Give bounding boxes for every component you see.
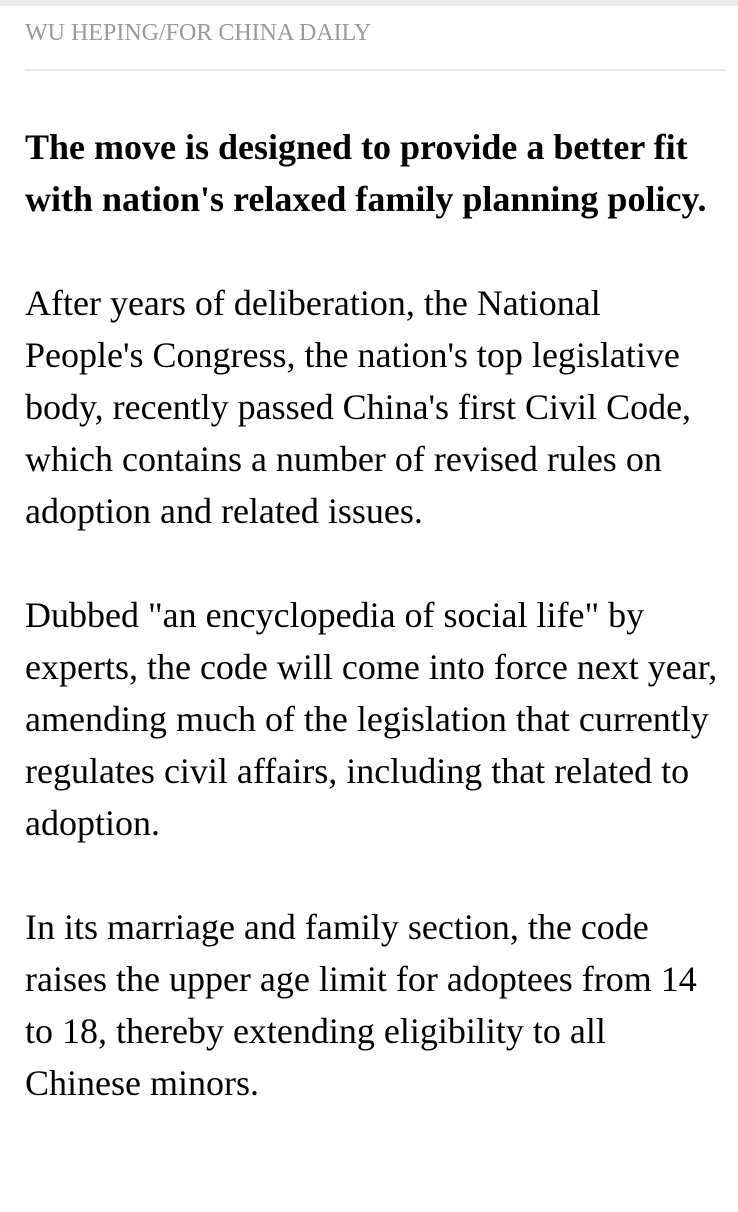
photo-credit: WU HEPING/FOR CHINA DAILY: [25, 20, 372, 46]
article-paragraph-3: In its marriage and family section, the code raises the upper age limit for adoptees from 14 to 18, thereby extending eligibility to all Chinese minors.: [25, 907, 697, 1103]
divider: [25, 69, 726, 71]
article-paragraph-1: After years of deliberation, the National People's Congress, the nation's top legislative body, recently passed China's first Civil Code, which contains a number of revised rules on adoption and related issues.: [25, 283, 692, 531]
article-lede: The move is designed to provide a better fit with nation's relaxed family planning policy.: [25, 127, 707, 219]
top-strip: [0, 0, 738, 6]
article-paragraph-2: Dubbed "an encyclopedia of social life" by experts, the code will come into force next year, amending much of the legislation that currently regulates civil affairs, including that related to adoption.: [25, 595, 718, 843]
article-body: [25, 121, 725, 1161]
